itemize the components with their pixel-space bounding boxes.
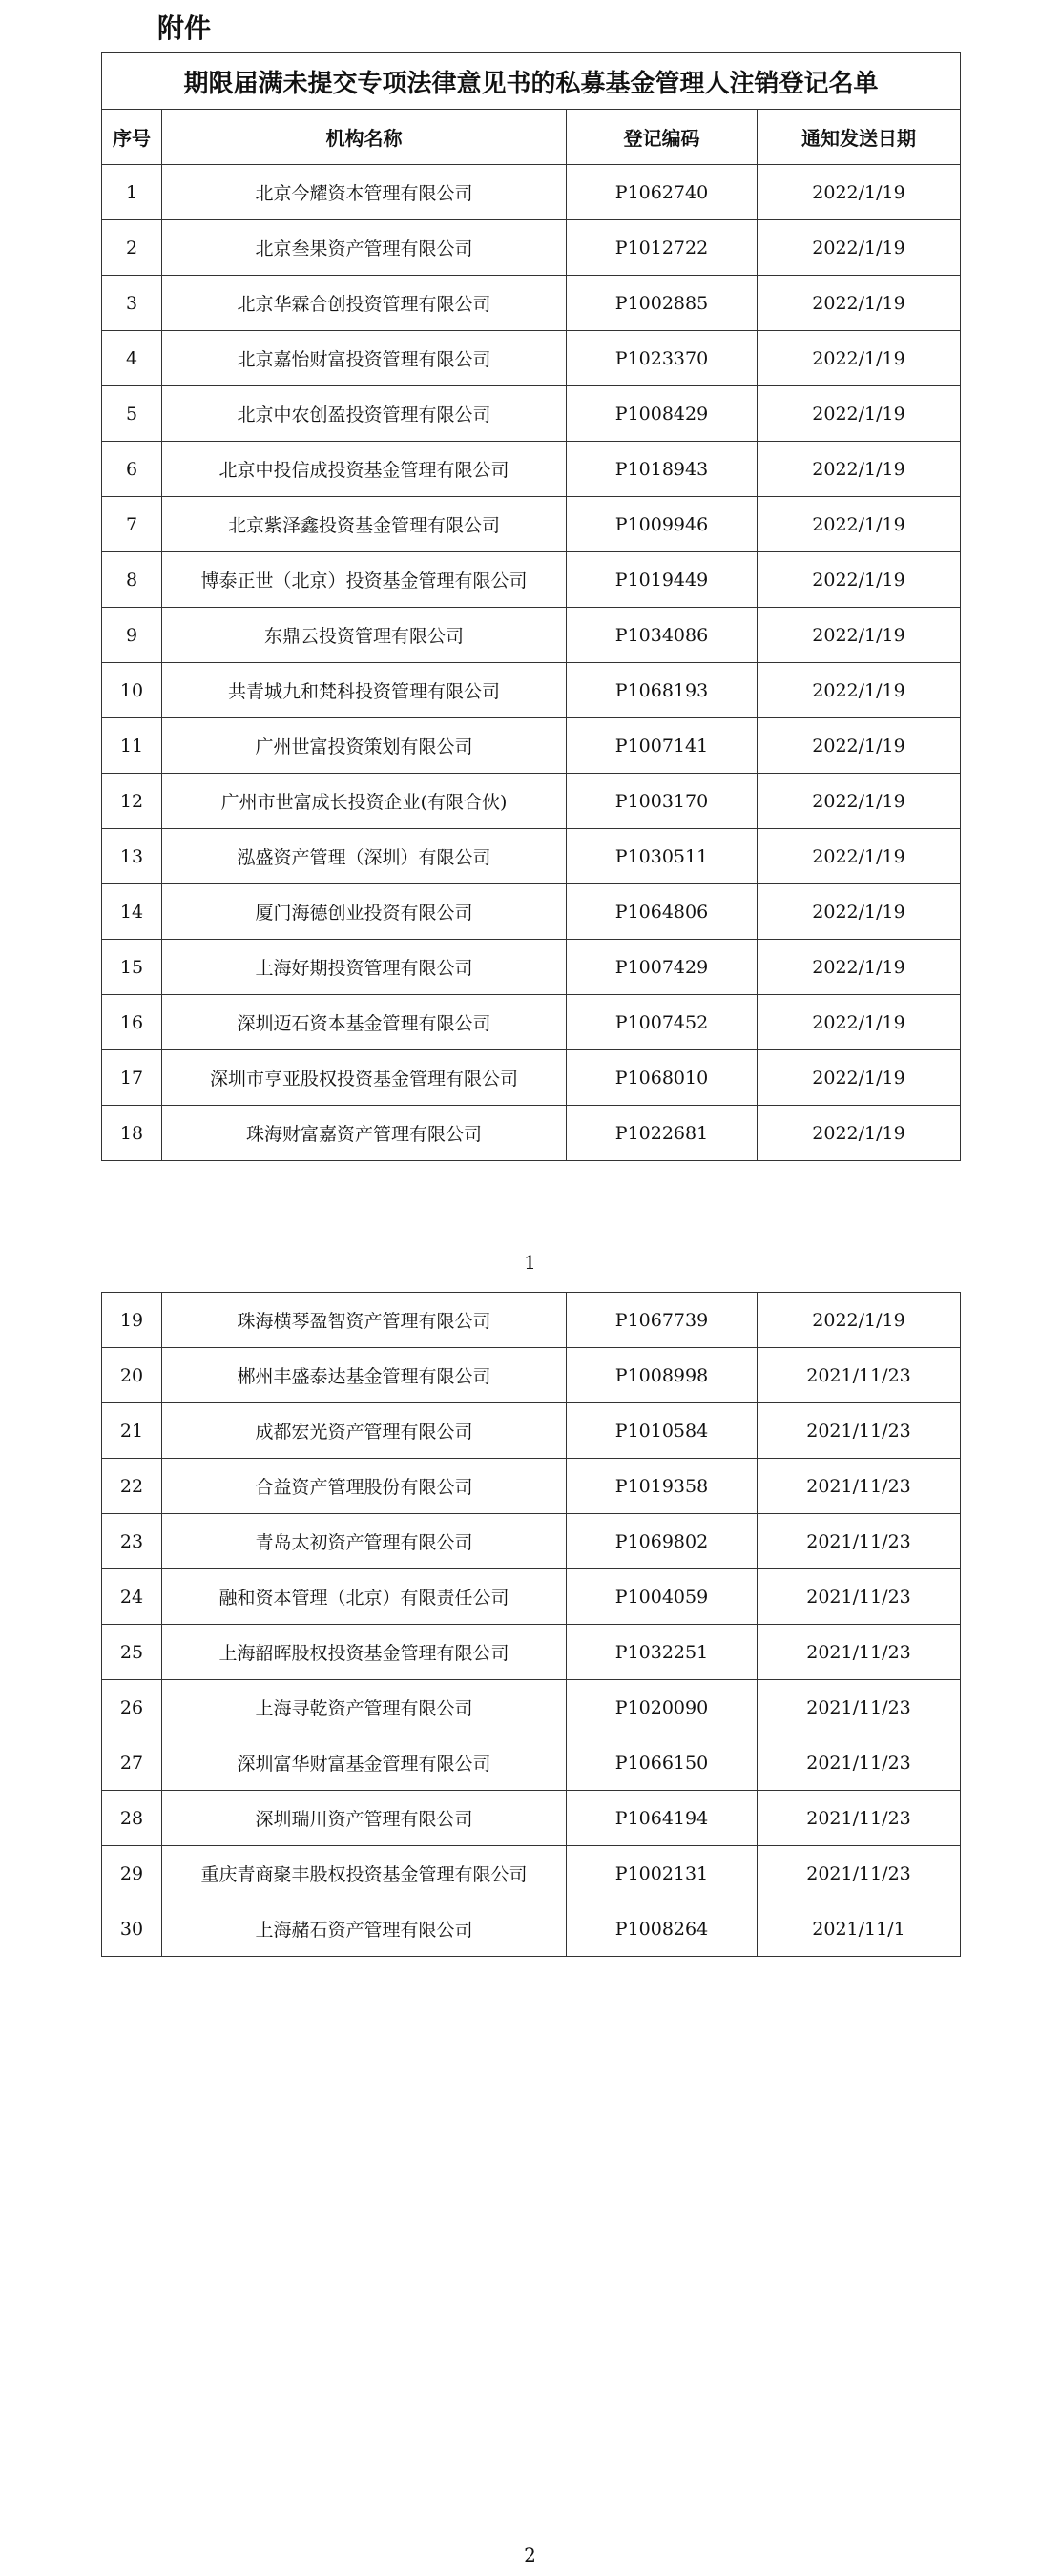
- cell-registration-code: P1020090: [567, 1680, 758, 1735]
- cell-serial: 23: [102, 1514, 162, 1569]
- cell-notice-date: 2021/11/1: [758, 1901, 961, 1957]
- cell-notice-date: 2021/11/23: [758, 1459, 961, 1514]
- table-row: [102, 1846, 961, 1901]
- cell-institution-name: 博泰正世（北京）投资基金管理有限公司: [162, 552, 567, 608]
- cell-registration-code: P1069802: [567, 1514, 758, 1569]
- cell-registration-code: P1003170: [567, 774, 758, 829]
- table-row: [102, 829, 961, 884]
- cell-serial: 11: [102, 718, 162, 774]
- cell-notice-date: 2022/1/19: [758, 663, 961, 718]
- table-row: [102, 940, 961, 995]
- cell-registration-code: P1002131: [567, 1846, 758, 1901]
- cell-notice-date: 2022/1/19: [758, 276, 961, 331]
- cell-registration-code: P1064806: [567, 884, 758, 940]
- table-row: [102, 1901, 961, 1957]
- cell-registration-code: P1010584: [567, 1403, 758, 1459]
- cell-notice-date: 2022/1/19: [758, 608, 961, 663]
- cell-serial: 29: [102, 1846, 162, 1901]
- cell-registration-code: P1066150: [567, 1735, 758, 1791]
- cell-institution-name: 上海赭石资产管理有限公司: [162, 1901, 567, 1957]
- cell-notice-date: 2022/1/19: [758, 165, 961, 220]
- cell-institution-name: 共青城九和梵科投资管理有限公司: [162, 663, 567, 718]
- table-row: [102, 552, 961, 608]
- cell-registration-code: P1009946: [567, 497, 758, 552]
- cell-institution-name: 珠海财富嘉资产管理有限公司: [162, 1106, 567, 1161]
- cell-institution-name: 北京紫泽鑫投资基金管理有限公司: [162, 497, 567, 552]
- table-row: [102, 1106, 961, 1161]
- cell-institution-name: 成都宏光资产管理有限公司: [162, 1403, 567, 1459]
- cell-institution-name: 北京叁果资产管理有限公司: [162, 220, 567, 276]
- cell-institution-name: 广州市世富成长投资企业(有限合伙): [162, 774, 567, 829]
- page-number: 2: [524, 2544, 536, 2566]
- cell-notice-date: 2022/1/19: [758, 718, 961, 774]
- table-row: [102, 276, 961, 331]
- cell-registration-code: P1068193: [567, 663, 758, 718]
- cell-serial: 2: [102, 220, 162, 276]
- cell-serial: 3: [102, 276, 162, 331]
- cell-serial: 24: [102, 1569, 162, 1625]
- table-row: [102, 774, 961, 829]
- cell-institution-name: 北京嘉怡财富投资管理有限公司: [162, 331, 567, 386]
- cell-serial: 18: [102, 1106, 162, 1161]
- table-row: [102, 1625, 961, 1680]
- cell-notice-date: 2022/1/19: [758, 1050, 961, 1106]
- table-row: [102, 442, 961, 497]
- cell-institution-name: 北京中投信成投资基金管理有限公司: [162, 442, 567, 497]
- cell-notice-date: 2021/11/23: [758, 1514, 961, 1569]
- cell-serial: 10: [102, 663, 162, 718]
- table-row: [102, 220, 961, 276]
- table-row: [102, 1514, 961, 1569]
- cell-serial: 26: [102, 1680, 162, 1735]
- header-institution-name: 机构名称: [162, 110, 567, 165]
- table-title: 期限届满未提交专项法律意见书的私募基金管理人注销登记名单: [102, 53, 961, 110]
- cell-serial: 16: [102, 995, 162, 1050]
- table-row: [102, 386, 961, 442]
- cell-serial: 14: [102, 884, 162, 940]
- cell-serial: 4: [102, 331, 162, 386]
- cell-institution-name: 深圳富华财富基金管理有限公司: [162, 1735, 567, 1791]
- cell-notice-date: 2022/1/19: [758, 995, 961, 1050]
- cell-notice-date: 2022/1/19: [758, 552, 961, 608]
- table-row: [102, 884, 961, 940]
- cell-serial: 22: [102, 1459, 162, 1514]
- cell-registration-code: P1064194: [567, 1791, 758, 1846]
- table-row: [102, 1050, 961, 1106]
- cell-institution-name: 合益资产管理股份有限公司: [162, 1459, 567, 1514]
- cell-institution-name: 上海好期投资管理有限公司: [162, 940, 567, 995]
- header-notice-date: 通知发送日期: [758, 110, 961, 165]
- cell-institution-name: 深圳瑞川资产管理有限公司: [162, 1791, 567, 1846]
- cell-registration-code: P1030511: [567, 829, 758, 884]
- cell-serial: 28: [102, 1791, 162, 1846]
- cell-registration-code: P1062740: [567, 165, 758, 220]
- cell-registration-code: P1004059: [567, 1569, 758, 1625]
- cell-institution-name: 厦门海德创业投资有限公司: [162, 884, 567, 940]
- cell-notice-date: 2021/11/23: [758, 1625, 961, 1680]
- cell-serial: 20: [102, 1348, 162, 1403]
- table-row: [102, 718, 961, 774]
- cell-notice-date: 2021/11/23: [758, 1846, 961, 1901]
- cell-notice-date: 2022/1/19: [758, 884, 961, 940]
- cell-serial: 19: [102, 1293, 162, 1348]
- cell-institution-name: 青岛太初资产管理有限公司: [162, 1514, 567, 1569]
- cell-notice-date: 2021/11/23: [758, 1348, 961, 1403]
- cell-serial: 6: [102, 442, 162, 497]
- cell-notice-date: 2021/11/23: [758, 1680, 961, 1735]
- cell-notice-date: 2022/1/19: [758, 940, 961, 995]
- registry-table-page-2: [101, 1292, 961, 1957]
- cell-registration-code: P1019358: [567, 1459, 758, 1514]
- cell-institution-name: 深圳市亨亚股权投资基金管理有限公司: [162, 1050, 567, 1106]
- table-row: [102, 1459, 961, 1514]
- cell-notice-date: 2022/1/19: [758, 1293, 961, 1348]
- header-registration-code: 登记编码: [567, 110, 758, 165]
- table-row: [102, 1348, 961, 1403]
- cell-serial: 8: [102, 552, 162, 608]
- cell-registration-code: P1012722: [567, 220, 758, 276]
- table-row: [102, 1735, 961, 1791]
- cell-registration-code: P1007452: [567, 995, 758, 1050]
- cell-institution-name: 重庆青商聚丰股权投资基金管理有限公司: [162, 1846, 567, 1901]
- table-row: [102, 663, 961, 718]
- cell-serial: 25: [102, 1625, 162, 1680]
- cell-registration-code: P1067739: [567, 1293, 758, 1348]
- table-row: [102, 1680, 961, 1735]
- cell-serial: 15: [102, 940, 162, 995]
- cell-notice-date: 2022/1/19: [758, 774, 961, 829]
- table-row: [102, 331, 961, 386]
- cell-notice-date: 2022/1/19: [758, 386, 961, 442]
- cell-institution-name: 北京华霖合创投资管理有限公司: [162, 276, 567, 331]
- cell-institution-name: 广州世富投资策划有限公司: [162, 718, 567, 774]
- cell-serial: 12: [102, 774, 162, 829]
- attachment-label: 附件: [157, 12, 212, 44]
- cell-institution-name: 北京中农创盈投资管理有限公司: [162, 386, 567, 442]
- cell-serial: 27: [102, 1735, 162, 1791]
- cell-notice-date: 2022/1/19: [758, 220, 961, 276]
- cell-notice-date: 2021/11/23: [758, 1403, 961, 1459]
- cell-registration-code: P1023370: [567, 331, 758, 386]
- cell-institution-name: 珠海横琴盈智资产管理有限公司: [162, 1293, 567, 1348]
- cell-registration-code: P1068010: [567, 1050, 758, 1106]
- cell-institution-name: 泓盛资产管理（深圳）有限公司: [162, 829, 567, 884]
- registry-table-page-1: [101, 52, 961, 1161]
- cell-registration-code: P1002885: [567, 276, 758, 331]
- cell-serial: 13: [102, 829, 162, 884]
- cell-registration-code: P1018943: [567, 442, 758, 497]
- cell-notice-date: 2022/1/19: [758, 1106, 961, 1161]
- cell-serial: 7: [102, 497, 162, 552]
- table-row: [102, 608, 961, 663]
- cell-serial: 9: [102, 608, 162, 663]
- cell-serial: 21: [102, 1403, 162, 1459]
- table-title-row: [102, 53, 961, 110]
- cell-institution-name: 东鼎云投资管理有限公司: [162, 608, 567, 663]
- table-row: [102, 1293, 961, 1348]
- cell-registration-code: P1032251: [567, 1625, 758, 1680]
- header-serial: 序号: [102, 110, 162, 165]
- cell-registration-code: P1034086: [567, 608, 758, 663]
- table-row: [102, 1403, 961, 1459]
- cell-notice-date: 2021/11/23: [758, 1569, 961, 1625]
- table-row: [102, 1791, 961, 1846]
- cell-institution-name: 深圳迈石资本基金管理有限公司: [162, 995, 567, 1050]
- table-header-row: [102, 110, 961, 165]
- cell-notice-date: 2022/1/19: [758, 497, 961, 552]
- cell-institution-name: 上海韶晖股权投资基金管理有限公司: [162, 1625, 567, 1680]
- table-row: [102, 497, 961, 552]
- cell-registration-code: P1008264: [567, 1901, 758, 1957]
- cell-serial: 30: [102, 1901, 162, 1957]
- cell-institution-name: 郴州丰盛泰达基金管理有限公司: [162, 1348, 567, 1403]
- cell-notice-date: 2022/1/19: [758, 442, 961, 497]
- cell-registration-code: P1008998: [567, 1348, 758, 1403]
- cell-serial: 17: [102, 1050, 162, 1106]
- cell-notice-date: 2022/1/19: [758, 331, 961, 386]
- cell-notice-date: 2021/11/23: [758, 1735, 961, 1791]
- table-row: [102, 165, 961, 220]
- cell-institution-name: 上海寻乾资产管理有限公司: [162, 1680, 567, 1735]
- cell-notice-date: 2021/11/23: [758, 1791, 961, 1846]
- cell-serial: 5: [102, 386, 162, 442]
- cell-registration-code: P1008429: [567, 386, 758, 442]
- cell-registration-code: P1007141: [567, 718, 758, 774]
- table-row: [102, 995, 961, 1050]
- cell-registration-code: P1022681: [567, 1106, 758, 1161]
- cell-registration-code: P1007429: [567, 940, 758, 995]
- cell-notice-date: 2022/1/19: [758, 829, 961, 884]
- cell-institution-name: 融和资本管理（北京）有限责任公司: [162, 1569, 567, 1625]
- cell-registration-code: P1019449: [567, 552, 758, 608]
- page-number: 1: [524, 1251, 536, 1274]
- table-row: [102, 1569, 961, 1625]
- cell-serial: 1: [102, 165, 162, 220]
- cell-institution-name: 北京今耀资本管理有限公司: [162, 165, 567, 220]
